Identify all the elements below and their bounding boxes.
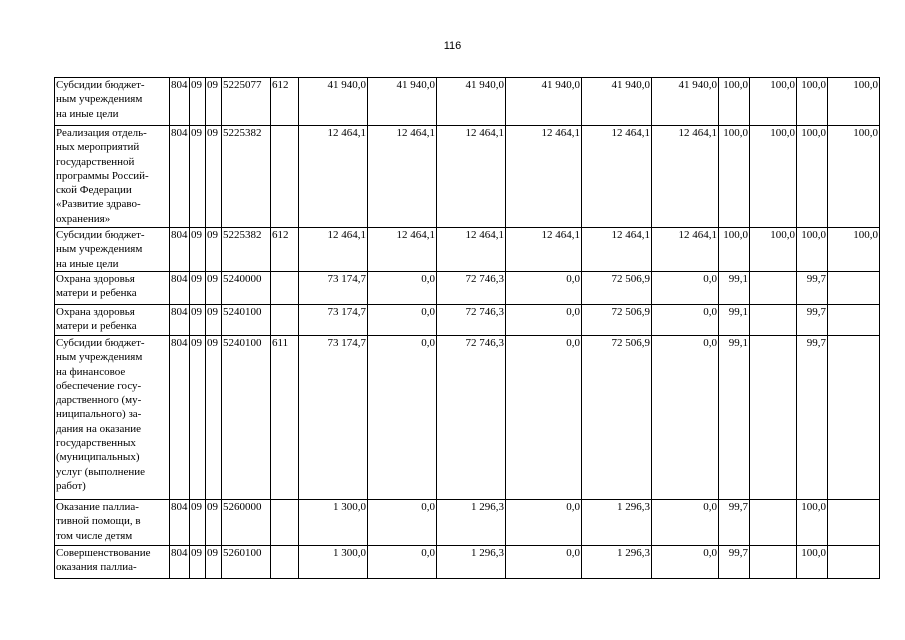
- target-article-code: 5260000: [222, 500, 271, 546]
- table-row: [55, 305, 880, 336]
- value-1: 1 300,0: [299, 500, 368, 546]
- gr-code: 804: [170, 272, 190, 305]
- percent-4: 100,0: [828, 78, 880, 126]
- row-name-line: ным учреждениям: [56, 351, 143, 364]
- row-name-line: том числе детям: [56, 529, 133, 542]
- row-name-line: Субсидии бюджет-: [56, 79, 145, 91]
- row-name-line: на иные цели: [56, 107, 119, 120]
- row-name: [55, 228, 170, 272]
- subsection-code: 09: [206, 305, 222, 336]
- value-4: 0,0: [506, 500, 582, 546]
- expense-type-code: [271, 546, 299, 579]
- value-4: 0,0: [506, 272, 582, 305]
- row-name-line: ным учреждениям: [56, 93, 143, 106]
- percent-1: 100,0: [719, 78, 750, 126]
- row-name-line: матери и ребенка: [56, 320, 137, 333]
- table-row: [55, 126, 880, 228]
- subsection-code: 09: [206, 272, 222, 305]
- section-code: 09: [190, 546, 206, 579]
- row-name-line: Охрана здоровья: [56, 306, 135, 318]
- percent-4: [828, 546, 880, 579]
- percent-4: 100,0: [828, 126, 880, 228]
- value-2: 12 464,1: [368, 228, 437, 272]
- value-6: 12 464,1: [652, 126, 719, 228]
- row-name-line: государственных: [56, 437, 136, 450]
- target-article-code: 5240100: [222, 305, 271, 336]
- section-code: 09: [190, 78, 206, 126]
- row-name-line: ных мероприятий: [56, 141, 140, 154]
- percent-4: [828, 336, 880, 500]
- expense-type-code: 612: [271, 228, 299, 272]
- percent-3: 99,7: [797, 305, 828, 336]
- percent-4: [828, 272, 880, 305]
- value-6: 0,0: [652, 305, 719, 336]
- row-name-line: Субсидии бюджет-: [56, 229, 145, 241]
- percent-1: 100,0: [719, 126, 750, 228]
- row-name-line: Оказание паллиа-: [56, 501, 139, 513]
- percent-2: 100,0: [750, 228, 797, 272]
- budget-table: [54, 77, 880, 579]
- value-1: 73 174,7: [299, 336, 368, 500]
- target-article-code: 5240100: [222, 336, 271, 500]
- page-number: 116: [443, 40, 462, 52]
- value-2: 0,0: [368, 546, 437, 579]
- value-3: 12 464,1: [437, 228, 506, 272]
- row-name-line: на иные цели: [56, 257, 119, 270]
- table-row: [55, 336, 880, 500]
- target-article-code: 5240000: [222, 272, 271, 305]
- subsection-code: 09: [206, 78, 222, 126]
- row-name-line: тивной помощи, в: [56, 515, 141, 528]
- percent-1: 99,7: [719, 546, 750, 579]
- value-1: 12 464,1: [299, 126, 368, 228]
- value-5: 72 506,9: [582, 305, 652, 336]
- percent-3: 100,0: [797, 78, 828, 126]
- value-2: 0,0: [368, 336, 437, 500]
- value-3: 1 296,3: [437, 546, 506, 579]
- section-code: 09: [190, 272, 206, 305]
- value-2: 41 940,0: [368, 78, 437, 126]
- row-name-line: услуг (выполнение: [56, 465, 146, 478]
- value-1: 73 174,7: [299, 305, 368, 336]
- value-5: 41 940,0: [582, 78, 652, 126]
- row-name-line: ным учреждениям: [56, 243, 143, 256]
- table-row: [55, 546, 880, 579]
- value-4: 0,0: [506, 336, 582, 500]
- percent-4: 100,0: [828, 228, 880, 272]
- row-name: [55, 78, 170, 126]
- target-article-code: 5225077: [222, 78, 271, 126]
- gr-code: 804: [170, 500, 190, 546]
- percent-1: 99,1: [719, 305, 750, 336]
- row-name-line: матери и ребенка: [56, 287, 137, 300]
- subsection-code: 09: [206, 546, 222, 579]
- value-6: 41 940,0: [652, 78, 719, 126]
- expense-type-code: [271, 126, 299, 228]
- value-4: 0,0: [506, 546, 582, 579]
- value-4: 12 464,1: [506, 126, 582, 228]
- row-name-line: Реализация отдель-: [56, 127, 147, 139]
- value-2: 0,0: [368, 272, 437, 305]
- percent-3: 100,0: [797, 546, 828, 579]
- value-6: 0,0: [652, 546, 719, 579]
- value-4: 0,0: [506, 305, 582, 336]
- value-3: 72 746,3: [437, 272, 506, 305]
- row-name-line: охранения»: [56, 212, 111, 225]
- value-5: 12 464,1: [582, 126, 652, 228]
- gr-code: 804: [170, 126, 190, 228]
- table-body: [55, 78, 880, 579]
- value-4: 12 464,1: [506, 228, 582, 272]
- percent-3: 99,7: [797, 272, 828, 305]
- value-5: 72 506,9: [582, 336, 652, 500]
- row-name: [55, 546, 170, 579]
- value-6: 12 464,1: [652, 228, 719, 272]
- section-code: 09: [190, 305, 206, 336]
- subsection-code: 09: [206, 500, 222, 546]
- row-name-line: программы Россий-: [56, 169, 149, 182]
- target-article-code: 5225382: [222, 228, 271, 272]
- row-name-line: дарственного (му-: [56, 394, 142, 407]
- row-name-line: Совершенствование: [56, 547, 151, 559]
- percent-3: 99,7: [797, 336, 828, 500]
- value-3: 12 464,1: [437, 126, 506, 228]
- value-5: 72 506,9: [582, 272, 652, 305]
- expense-type-code: [271, 500, 299, 546]
- value-6: 0,0: [652, 336, 719, 500]
- value-1: 73 174,7: [299, 272, 368, 305]
- gr-code: 804: [170, 305, 190, 336]
- row-name-line: Субсидии бюджет-: [56, 337, 145, 349]
- percent-2: 100,0: [750, 126, 797, 228]
- row-name-line: обеспечение госу-: [56, 379, 142, 392]
- target-article-code: 5225382: [222, 126, 271, 228]
- expense-type-code: 611: [271, 336, 299, 500]
- row-name-line: (муниципальных): [56, 451, 140, 464]
- row-name-line: ской Федерации: [56, 184, 132, 197]
- row-name: [55, 272, 170, 305]
- percent-1: 99,1: [719, 336, 750, 500]
- percent-2: [750, 336, 797, 500]
- percent-3: 100,0: [797, 500, 828, 546]
- value-5: 1 296,3: [582, 500, 652, 546]
- percent-2: [750, 546, 797, 579]
- subsection-code: 09: [206, 126, 222, 228]
- row-name: [55, 500, 170, 546]
- percent-2: [750, 272, 797, 305]
- section-code: 09: [190, 336, 206, 500]
- value-3: 72 746,3: [437, 305, 506, 336]
- value-2: 12 464,1: [368, 126, 437, 228]
- percent-1: 99,1: [719, 272, 750, 305]
- percent-1: 99,7: [719, 500, 750, 546]
- row-name-line: на финансовое: [56, 365, 126, 378]
- percent-4: [828, 305, 880, 336]
- percent-2: [750, 500, 797, 546]
- value-6: 0,0: [652, 272, 719, 305]
- value-2: 0,0: [368, 500, 437, 546]
- value-3: 41 940,0: [437, 78, 506, 126]
- value-6: 0,0: [652, 500, 719, 546]
- percent-3: 100,0: [797, 126, 828, 228]
- percent-2: 100,0: [750, 78, 797, 126]
- row-name: [55, 126, 170, 228]
- value-5: 1 296,3: [582, 546, 652, 579]
- row-name-line: работ): [56, 479, 86, 492]
- expense-type-code: [271, 272, 299, 305]
- gr-code: 804: [170, 228, 190, 272]
- section-code: 09: [190, 126, 206, 228]
- value-1: 41 940,0: [299, 78, 368, 126]
- row-name-line: Охрана здоровья: [56, 273, 135, 285]
- expense-type-code: 612: [271, 78, 299, 126]
- percent-4: [828, 500, 880, 546]
- row-name: [55, 336, 170, 500]
- value-4: 41 940,0: [506, 78, 582, 126]
- value-3: 72 746,3: [437, 336, 506, 500]
- value-5: 12 464,1: [582, 228, 652, 272]
- value-1: 1 300,0: [299, 546, 368, 579]
- row-name-line: оказания паллиа-: [56, 561, 137, 574]
- row-name: [55, 305, 170, 336]
- table-row: [55, 272, 880, 305]
- row-name-line: ниципального) за-: [56, 408, 142, 421]
- gr-code: 804: [170, 546, 190, 579]
- table-row: [55, 228, 880, 272]
- target-article-code: 5260100: [222, 546, 271, 579]
- value-2: 0,0: [368, 305, 437, 336]
- section-code: 09: [190, 500, 206, 546]
- expense-type-code: [271, 305, 299, 336]
- section-code: 09: [190, 228, 206, 272]
- row-name-line: государственной: [56, 155, 135, 168]
- percent-2: [750, 305, 797, 336]
- value-1: 12 464,1: [299, 228, 368, 272]
- table-row: [55, 78, 880, 126]
- value-3: 1 296,3: [437, 500, 506, 546]
- subsection-code: 09: [206, 336, 222, 500]
- table-row: [55, 500, 880, 546]
- row-name-line: дания на оказание: [56, 422, 142, 435]
- percent-3: 100,0: [797, 228, 828, 272]
- percent-1: 100,0: [719, 228, 750, 272]
- subsection-code: 09: [206, 228, 222, 272]
- row-name-line: «Развитие здраво-: [56, 198, 141, 211]
- gr-code: 804: [170, 78, 190, 126]
- gr-code: 804: [170, 336, 190, 500]
